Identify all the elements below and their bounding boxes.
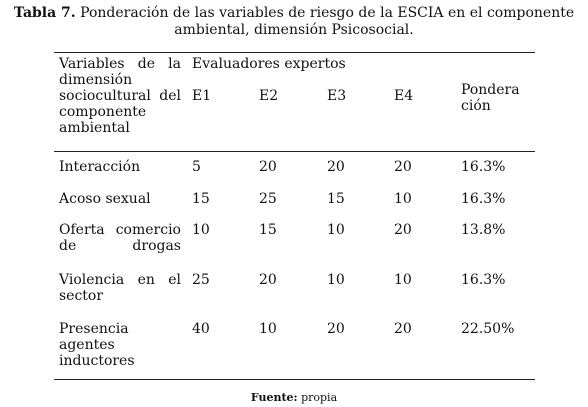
header-separator-rule	[54, 151, 535, 152]
row-value-e1: 5	[192, 159, 201, 175]
evaluator-header-e3: E3	[327, 88, 347, 104]
row-value-e4: 10	[394, 272, 412, 288]
row-variable: Interacción	[59, 159, 141, 175]
row-header: Variables de la dimensión sociocultural del componente ambiental	[59, 56, 181, 136]
row-value-e1: 40	[192, 321, 210, 337]
row-value-e2: 20	[259, 159, 277, 175]
row-value-e4: 10	[394, 191, 412, 207]
source-label: Fuente:	[250, 391, 298, 404]
row-value-e2: 25	[259, 191, 277, 207]
table-top-rule	[54, 52, 535, 53]
row-value-e1: 25	[192, 272, 210, 288]
row-value-e3: 10	[327, 272, 345, 288]
row-variable: Presencia agentes inductores	[59, 321, 135, 369]
caption-text: Ponderación de las variables de riesgo de la ESCIA en el componente ambiental, dimensión Psicosocial.	[75, 5, 575, 38]
weight-header: Pondera ción	[461, 82, 520, 114]
row-variable: Oferta comercio de drogas	[59, 222, 181, 254]
row-value-e3: 20	[327, 159, 345, 175]
row-value-e4: 20	[394, 159, 412, 175]
row-weight: 16.3%	[461, 272, 506, 288]
row-variable: Acoso sexual	[59, 191, 151, 207]
group-header: Evaluadores expertos	[192, 56, 346, 72]
row-weight: 16.3%	[461, 191, 506, 207]
row-value-e4: 20	[394, 321, 412, 337]
row-weight: 16.3%	[461, 159, 506, 175]
row-value-e2: 15	[259, 222, 277, 238]
caption-label: Tabla 7.	[13, 5, 76, 21]
table-bottom-rule	[54, 379, 535, 380]
evaluator-header-e4: E4	[394, 88, 414, 104]
row-value-e3: 20	[327, 321, 345, 337]
row-value-e1: 10	[192, 222, 210, 238]
source-note	[0, 391, 588, 405]
row-value-e2: 10	[259, 321, 277, 337]
row-weight: 22.50%	[461, 321, 515, 337]
row-value-e3: 10	[327, 222, 345, 238]
evaluator-header-e2: E2	[259, 88, 279, 104]
row-value-e3: 15	[327, 191, 345, 207]
row-value-e2: 20	[259, 272, 277, 288]
row-value-e1: 15	[192, 191, 210, 207]
row-variable: Violencia en el sector	[59, 272, 181, 304]
row-weight: 13.8%	[461, 222, 506, 238]
row-value-e4: 20	[394, 222, 412, 238]
source-text: propia	[297, 391, 338, 404]
evaluator-header-e1: E1	[192, 88, 212, 104]
table-caption	[6, 5, 582, 39]
